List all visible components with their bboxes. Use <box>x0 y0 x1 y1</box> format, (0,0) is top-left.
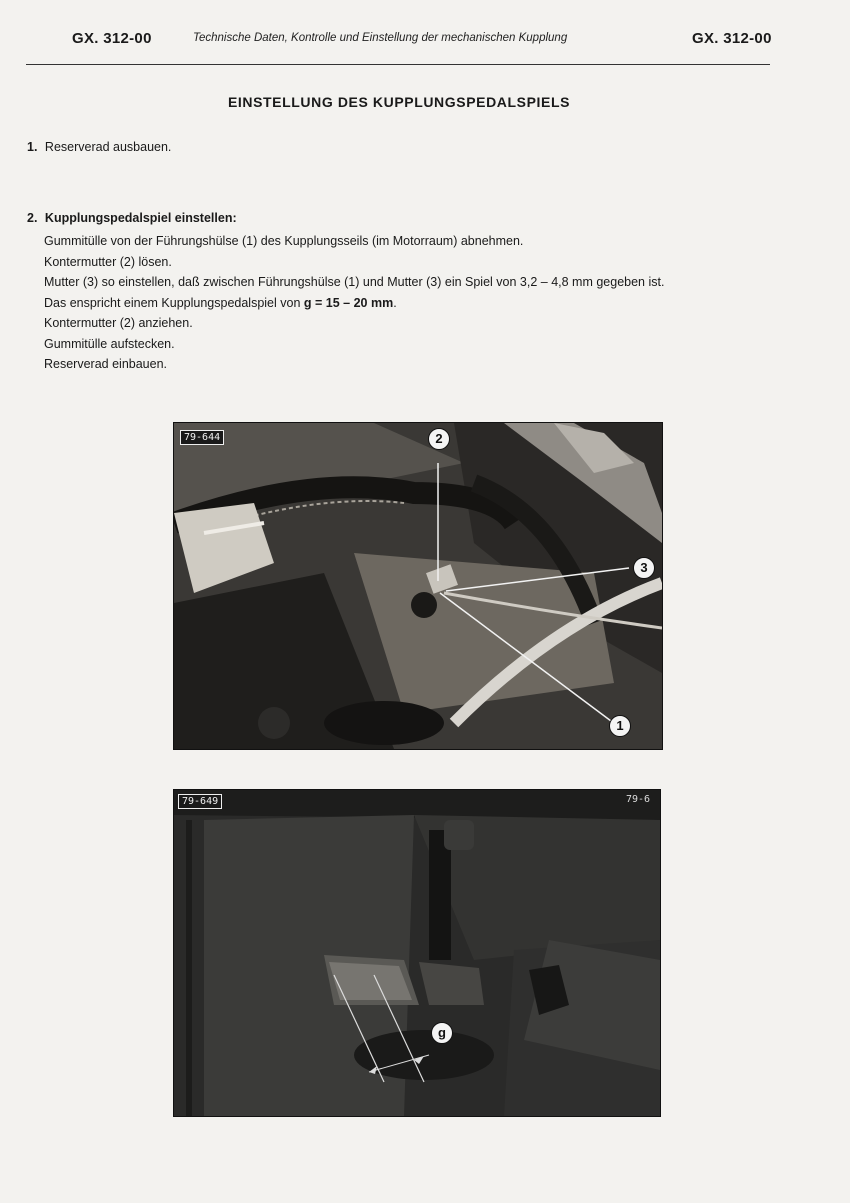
instruction-line <box>44 293 664 314</box>
step-1-number: 1. <box>27 140 38 154</box>
instruction-line: Mutter (3) so einstellen, daß zwischen Führungshülse (1) und Mutter (3) ein Spiel von 3,2 – 4,8 mm gegeben ist. <box>44 275 665 289</box>
callout-g: g <box>431 1022 453 1044</box>
step-2-heading: Kupplungspedalspiel einstellen: <box>44 211 237 225</box>
header-code-left: GX. 312-00 <box>72 30 152 47</box>
pedal-photo-art <box>174 790 660 1116</box>
figure-2-corner-label: 79-6 <box>626 794 651 805</box>
figure-1-label: 79-644 <box>180 430 224 445</box>
callout-2: 2 <box>428 428 450 450</box>
page-title: EINSTELLUNG DES KUPPLUNGSPEDALSPIELS <box>227 94 571 110</box>
engine-bay-photo <box>173 422 663 750</box>
page-header <box>0 30 850 52</box>
instruction-text: . <box>393 295 397 310</box>
instruction-line: Gummitülle aufstecken. <box>44 336 175 351</box>
figure-2-label: 79-649 <box>178 794 222 809</box>
header-rule <box>26 64 770 65</box>
instruction-line: Reserverad einbauen. <box>44 357 167 371</box>
header-code-right: GX. 312-00 <box>692 30 772 47</box>
instruction-text: Das enspricht einem Kupplungspedalspiel von <box>44 295 304 310</box>
step-2-heading-row <box>27 211 237 225</box>
step-2-number: 2. <box>27 211 38 225</box>
instruction-line: Kontermutter (2) lösen. <box>44 254 172 269</box>
pedal-play-value: g = 15 – 20 mm <box>303 295 394 310</box>
instruction-line: Kontermutter (2) anziehen. <box>44 316 193 330</box>
step-2-instructions <box>44 231 664 375</box>
callout-1: 1 <box>609 715 631 737</box>
header-title: Technische Daten, Kontrolle und Einstellung der mechanischen Kupplung <box>193 32 568 44</box>
step-1 <box>27 140 171 154</box>
step-1-text: Reserverad ausbauen. <box>44 140 172 154</box>
engine-bay-photo-art <box>174 423 662 749</box>
pedal-photo <box>173 789 661 1117</box>
callout-3: 3 <box>633 557 655 579</box>
instruction-line: Gummitülle von der Führungshülse (1) des Kupplungsseils (im Motorraum) abnehmen. <box>44 234 524 248</box>
